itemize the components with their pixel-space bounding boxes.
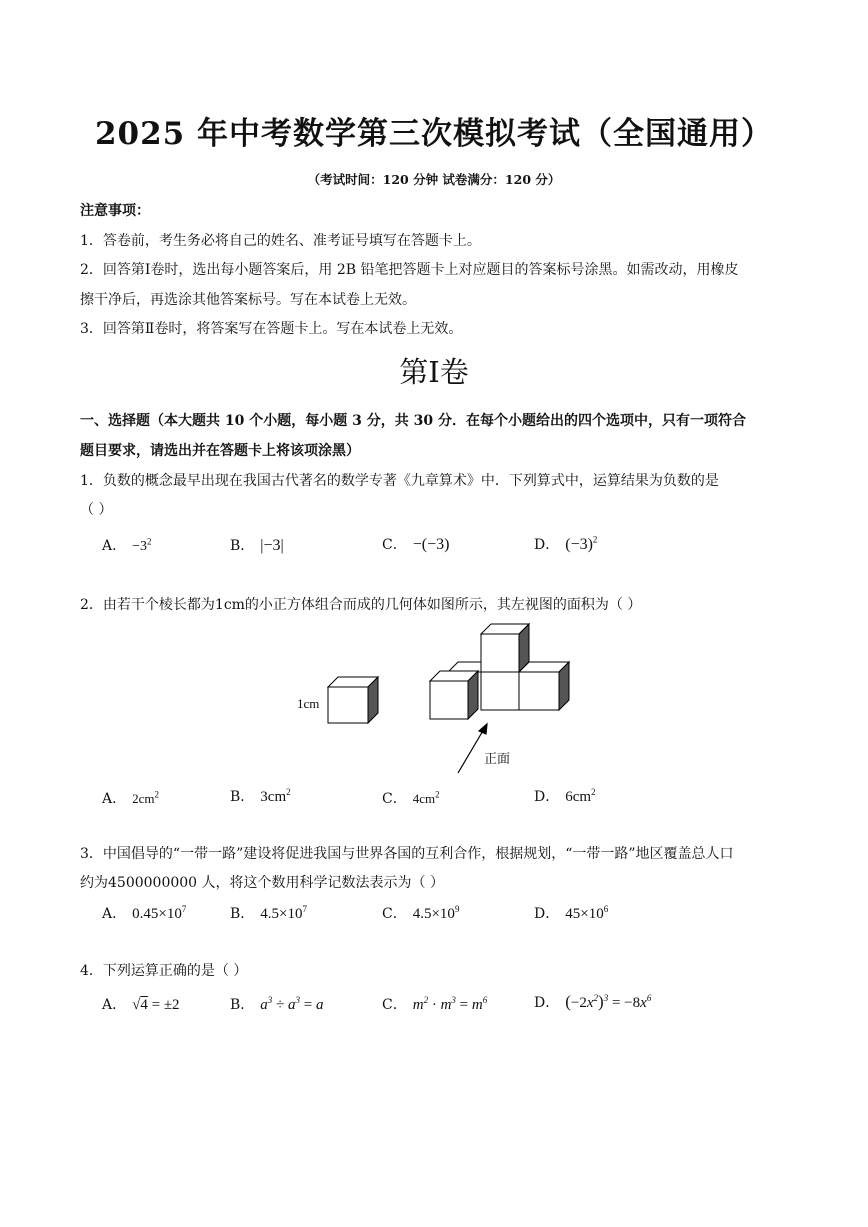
question-1-stem: 1．负数的概念最早出现在我国古代著名的数学专著《九章算术》中．下列算式中，运算结果为负数的是: [80, 473, 719, 489]
question-4-stem: 4．下列运算正确的是（ ）: [80, 963, 248, 979]
unit-cube: [328, 677, 378, 723]
q2-option-a: A． $2cm^2$: [102, 789, 160, 807]
q2-option-d: D． $6cm^2$: [534, 787, 596, 805]
notice-item-3: 3．回答第Ⅱ卷时，将答案写在答题卡上。写在本试卷上无效。: [80, 321, 463, 337]
page-title: 2025 年中考数学第三次模拟考试（全国通用）: [94, 116, 774, 152]
section-title: 第Ⅰ卷: [399, 355, 469, 389]
notice-item-1: 1．答卷前，考生务必将自己的姓名、准考证号填写在答题卡上。: [80, 233, 481, 249]
q3-option-b: B． $4.5\times 10^7$: [230, 904, 308, 922]
notice-heading: 注意事项：: [80, 203, 150, 219]
q3-option-c: C． $4.5\times 10^9$: [382, 904, 460, 922]
part-heading-cont: 题目要求，请选出并在答题卡上将该项涂黑）: [80, 443, 360, 459]
q2-option-b: B． $3cm^2$: [230, 787, 291, 805]
q4-option-a: A． √4 = ±2: [102, 997, 180, 1013]
top-cube: [481, 624, 529, 672]
notice-item-2-cont: 擦干净后，再选涂其他答案标号。写在本试卷上无效。: [80, 292, 416, 308]
q3-option-a: A． $0.45\times 10^7$: [102, 904, 187, 922]
question-1-blank: （ ）: [80, 502, 113, 518]
front-cube-right: [519, 662, 569, 710]
question-3-stem: 3．中国倡导的“一带一路”建设将促进我国与世界各国的互利合作，根据规划，“一带一路”地区覆盖总人口: [80, 846, 734, 862]
q1-option-d: D． $(-3)^2$: [534, 534, 598, 553]
q4-option-d: D． $(-2x^2)^3 = -8x^6$: [534, 992, 652, 1011]
q4-option-c: C． $m^2 \cdot m^3 = m^6$: [382, 995, 488, 1013]
q2-option-c: C． $4cm^2$: [382, 789, 440, 807]
front-label: 正面: [484, 752, 511, 767]
question-3-stem-cont: 约为4500000000 人，将这个数用科学记数法表示为（ ）: [80, 875, 444, 891]
q3-option-d: D． $45\times 10^6$: [534, 904, 609, 922]
part-heading: 一、选择题（本大题共 10 个小题，每小题 3 分，共 30 分．在每个小题给出的四个选项中，只有一项符合: [80, 413, 746, 429]
q4-option-b: B． $a^3 \div a^3 = a$: [230, 995, 324, 1013]
question-2-stem: 2．由若干个棱长都为1cm的小正方体组合而成的几何体如图所示，其左视图的面积为（ ）: [80, 597, 642, 613]
exam-info: （考试时间：120 分钟 试卷满分：120 分）: [307, 172, 561, 187]
cube-figure: [280, 615, 590, 780]
front-cube-left: [430, 671, 478, 719]
q1-option-c: C． −(−3): [382, 536, 450, 553]
front-arrow: [458, 724, 487, 773]
notice-item-2: 2．回答第Ⅰ卷时，选出每小题答案后，用 2B 铅笔把答题卡上对应题目的答案标号涂黑。如需改动，用橡皮: [80, 262, 739, 278]
q1-option-a: A． $-3^2$: [102, 536, 152, 554]
unit-label: 1cm: [297, 696, 320, 711]
q1-option-b: B． |−3|: [230, 537, 284, 554]
